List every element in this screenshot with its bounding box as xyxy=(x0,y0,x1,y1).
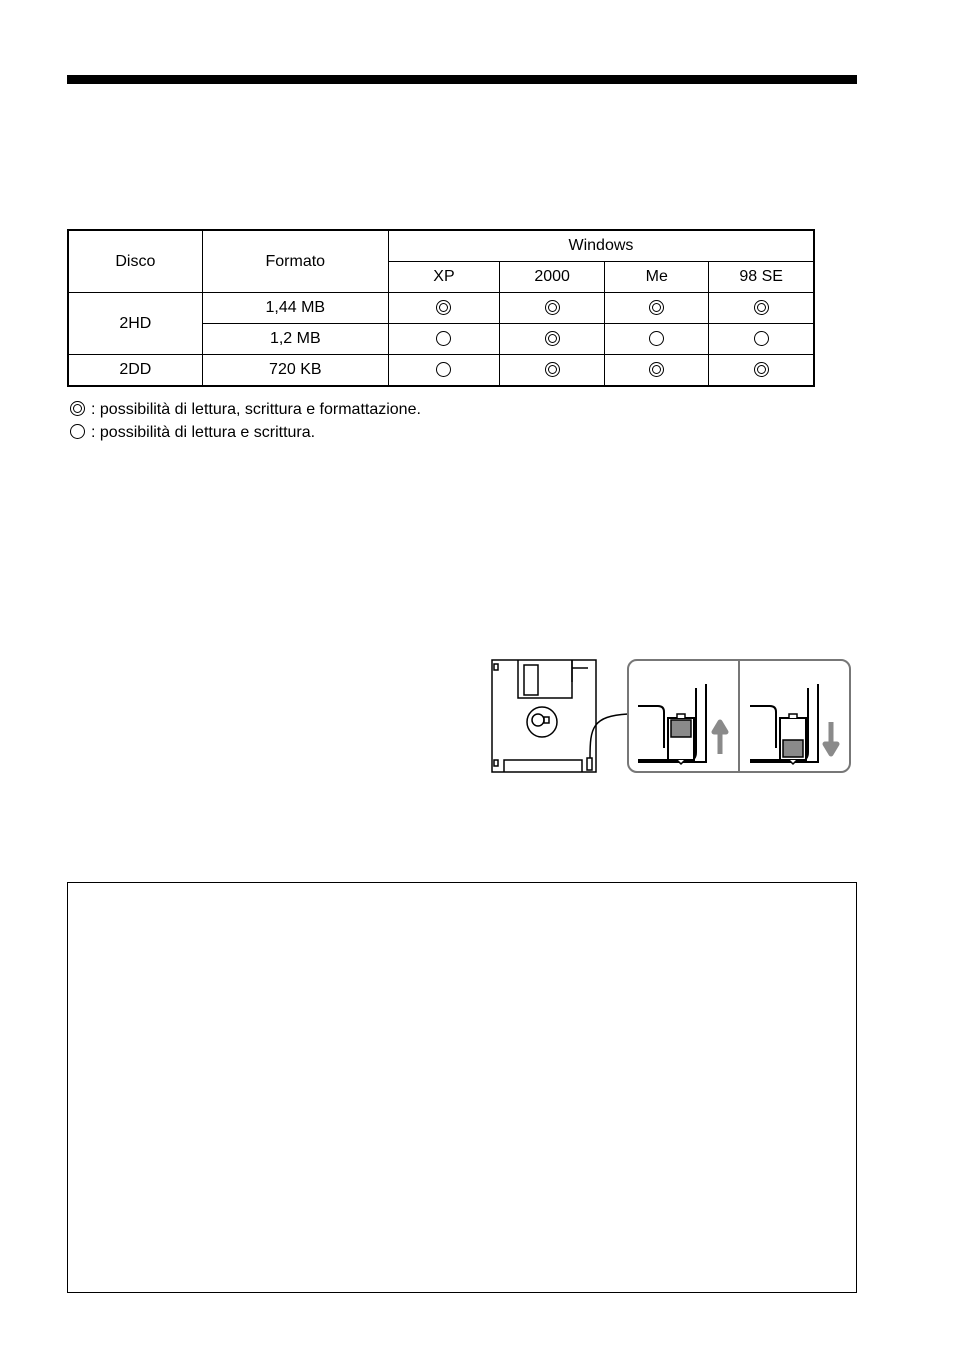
double-circle-icon xyxy=(70,401,85,416)
support-cell xyxy=(500,293,605,324)
support-cell xyxy=(605,355,709,387)
header-os-98se: 98 SE xyxy=(709,262,814,293)
support-cell xyxy=(605,324,709,355)
support-cell xyxy=(709,355,814,387)
compatibility-table xyxy=(67,229,815,387)
legend-single xyxy=(70,422,315,444)
support-cell xyxy=(388,293,499,324)
circle-icon xyxy=(436,331,451,346)
disk-cell: 2HD xyxy=(68,293,202,355)
header-os-2000: 2000 xyxy=(500,262,605,293)
circle-icon xyxy=(649,331,664,346)
top-rule xyxy=(67,75,857,84)
double-circle-icon xyxy=(649,362,664,377)
header-os-xp: XP xyxy=(388,262,499,293)
support-cell xyxy=(709,293,814,324)
circle-icon xyxy=(436,362,451,377)
support-cell xyxy=(388,324,499,355)
floppy-write-protect-icon xyxy=(488,656,854,776)
double-circle-icon xyxy=(545,362,560,377)
double-circle-icon xyxy=(649,300,664,315)
double-circle-icon xyxy=(545,331,560,346)
header-disco: Disco xyxy=(68,230,202,293)
support-cell xyxy=(388,355,499,387)
support-cell xyxy=(500,355,605,387)
double-circle-icon xyxy=(754,300,769,315)
format-cell: 1,2 MB xyxy=(202,324,388,355)
double-circle-icon xyxy=(545,300,560,315)
circle-icon xyxy=(754,331,769,346)
double-circle-icon xyxy=(754,362,769,377)
legend-double-text: : possibilità di lettura, scrittura e formattazione. xyxy=(91,401,421,418)
circle-icon xyxy=(70,424,85,439)
format-cell: 1,44 MB xyxy=(202,293,388,324)
disk-cell: 2DD xyxy=(68,355,202,387)
support-cell xyxy=(605,293,709,324)
header-windows: Windows xyxy=(388,230,814,262)
table-row xyxy=(68,293,814,324)
table-row xyxy=(68,355,814,387)
double-circle-icon xyxy=(436,300,451,315)
legend-double xyxy=(70,399,421,421)
legend-single-text: : possibilità di lettura e scrittura. xyxy=(91,424,316,441)
note-box xyxy=(67,882,857,1293)
header-formato: Formato xyxy=(202,230,388,293)
header-os-me: Me xyxy=(605,262,709,293)
support-cell xyxy=(500,324,605,355)
format-cell: 720 KB xyxy=(202,355,388,387)
support-cell xyxy=(709,324,814,355)
